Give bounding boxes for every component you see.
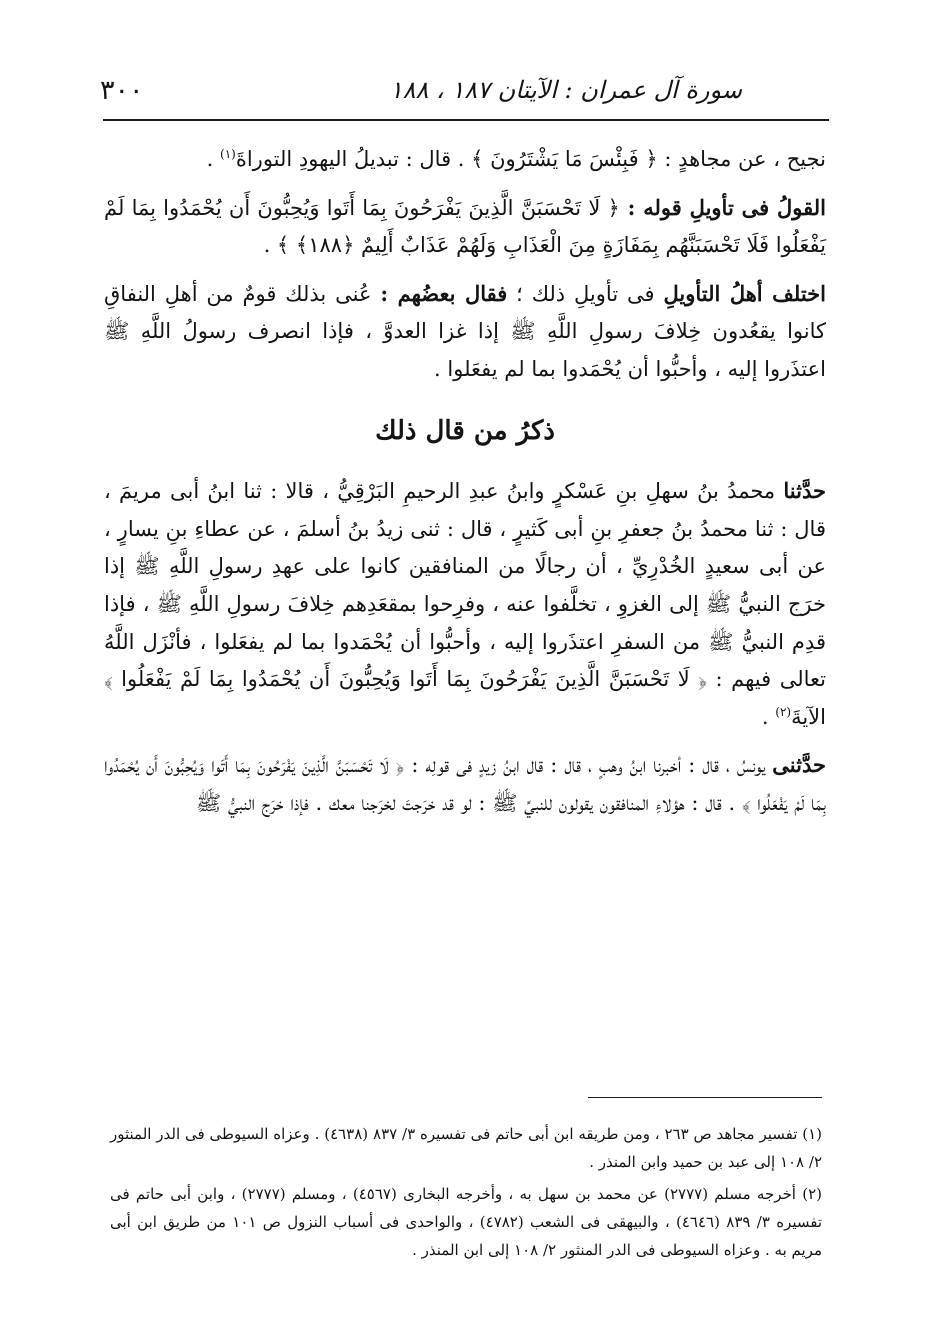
paragraph-4-lead: حدَّثنا xyxy=(783,478,826,504)
paragraph-2-text: ﴿ لَا تَحْسَبَنَّ الَّذِينَ يَفْرَحُونَ بِمَا أَتَوا وَيُحِبُّونَ أَن يُحْمَدُوا بِمَا لَمْ يَفْعَلُوا فَلَا تَحْسَبَنَّهُم بِمَفَازَةٍ مِنَ الْعَذَابِ وَلَهُمْ عَذَابٌ أَلِيمٌ ﴿١٨٨﴾ ﴾ . xyxy=(104,195,826,258)
paragraph-1 xyxy=(104,141,826,179)
paragraph-3-text-2: عُنى بذلك قومٌ من أهلِ النفاقِ كانوا يقعُدون خِلافَ رسولِ اللَّهِ ﷺ إذا غزا العدوَّ ، فإذا انصرف رسولُ اللَّهِ ﷺ اعتذَروا إليه ، وأحبُّوا أن يُحْمَدوا بما لم يفعَلوا . xyxy=(104,281,826,381)
footnotes xyxy=(110,1120,822,1268)
header-rule xyxy=(103,119,829,121)
paragraph-1-end: . xyxy=(206,147,221,171)
paragraph-4-text: محمدُ بنُ سهلِ بنِ عَسْكرٍ وابنُ عبدِ الرحيمِ البَرْقِيُّ ، قالا : ثنا ابنُ أبى مريمَ ، قال : ثنا محمدُ بنُ جعفرِ بنِ أبى كَثيرٍ ، قال : ثنى زيدُ بنُ أسلمَ ، عن عطاءِ بنِ يسارٍ ، عن أبى سعيدٍ الخُدْرِيِّ ، أن رجالًا من المنافقين كانوا على عهدِ رسولِ اللَّهِ ﷺ إذا خرَج النبيُّ ﷺ إلى الغزوِ ، تخلَّفوا عنه ، وفرِحوا بمقعَدِهم خِلافَ رسولِ اللَّهِ ﷺ ، فإذا قدِم النبيُّ ﷺ من السفرِ اعتذَروا إليه ، وأحبُّوا أن يُحْمَدوا بما لم يفعَلوا ، فأنْزَل اللَّهُ تعالى فيهم : ﴿ لَا تَحْسَبَنَّ الَّذِينَ يَفْرَحُونَ بِمَا أَتَوا وَيُحِبُّونَ أَن يُحْمَدُوا بِمَا لَمْ يَفْعَلُوا ﴾ الآيةَ xyxy=(104,479,826,729)
paragraph-2 xyxy=(104,189,826,265)
paragraph-1-text: نجيح ، عن مجاهدٍ : ﴿ فَبِئْسَ مَا يَشْتَرُونَ ﴾ . قال : تبديلُ اليهودِ التوراةَ xyxy=(235,147,826,171)
footnote-1: (١) تفسير مجاهد ص ٢٦٣ ، ومن طريقه ابن أبى حاتم فى تفسيره ٣/ ٨٣٧ (٤٦٣٨) . وعزاه السيوطى فى الدر المنثور ٢/ ١٠٨ إلى عبد بن حميد وابن المنذر . xyxy=(110,1125,823,1171)
paragraph-5-text: يونسُ ، قال : أخبرنا ابنُ وهبٍ ، قال : قال ابنُ زيدٍ فى قولِه : ﴿ لَا تَحْسَبَنَّ الَّذِينَ يَفْرَحُونَ بِمَا أَتَوا وَيُحِبُّونَ أَن يُحْمَدُوا بِمَا لَمْ يَفْعَلُوا ﴾ . قال : هؤلاءِ المنافقون يقولون للنبيِّ ﷺ : لو قد خرَجتَ لخرَجنا معك . فإذا خرَج النبيُّ ﷺ xyxy=(104,753,826,815)
paragraph-3-text-1: فى تأويلِ ذلك ؛ xyxy=(507,281,664,306)
paragraph-4-end: . xyxy=(761,704,776,729)
paragraph-5-lead: حدَّثنى xyxy=(772,752,826,778)
main-text xyxy=(104,141,826,833)
paragraph-3-lead: اختلف أهلُ التأويلِ xyxy=(663,280,826,306)
page-number: ٣٠٠ xyxy=(100,74,144,106)
section-heading: ذكرُ من قال ذلك xyxy=(375,415,555,446)
paragraph-3-lead-2: فقال بعضُهم : xyxy=(380,280,508,306)
running-head xyxy=(100,70,830,110)
paragraph-3 xyxy=(104,275,826,389)
footnote-ref-1: (١) xyxy=(220,147,236,161)
running-title: سورة آل عمران : الآيتان ١٨٧ ، ١٨٨ xyxy=(389,76,742,104)
paragraph-2-lead: القولُ فى تأويلِ قوله : xyxy=(619,194,826,220)
paragraph-4 xyxy=(104,472,826,736)
paragraph-5 xyxy=(104,746,826,822)
footnote-ref-2: (٢) xyxy=(775,704,792,719)
footnote-2: (٢) أخرجه مسلم (٢٧٧٧) عن محمد بن سهل به ، وأخرجه البخارى (٤٥٦٧) ، ومسلم (٢٧٧٧) ، وابن أبى حاتم فى تفسيره ٣/ ٨٣٩ (٤٦٤٦) ، والبيهقى فى الشعب (٤٧٨٢) ، والواحدى فى أسباب النزول ص ١٠١ من طريق ابن أبى مريم به . وعزاه السيوطى فى الدر المنثور ٢/ ١٠٨ إلى ابن المنذر . xyxy=(110,1185,823,1259)
footnote-rule xyxy=(588,1097,822,1098)
